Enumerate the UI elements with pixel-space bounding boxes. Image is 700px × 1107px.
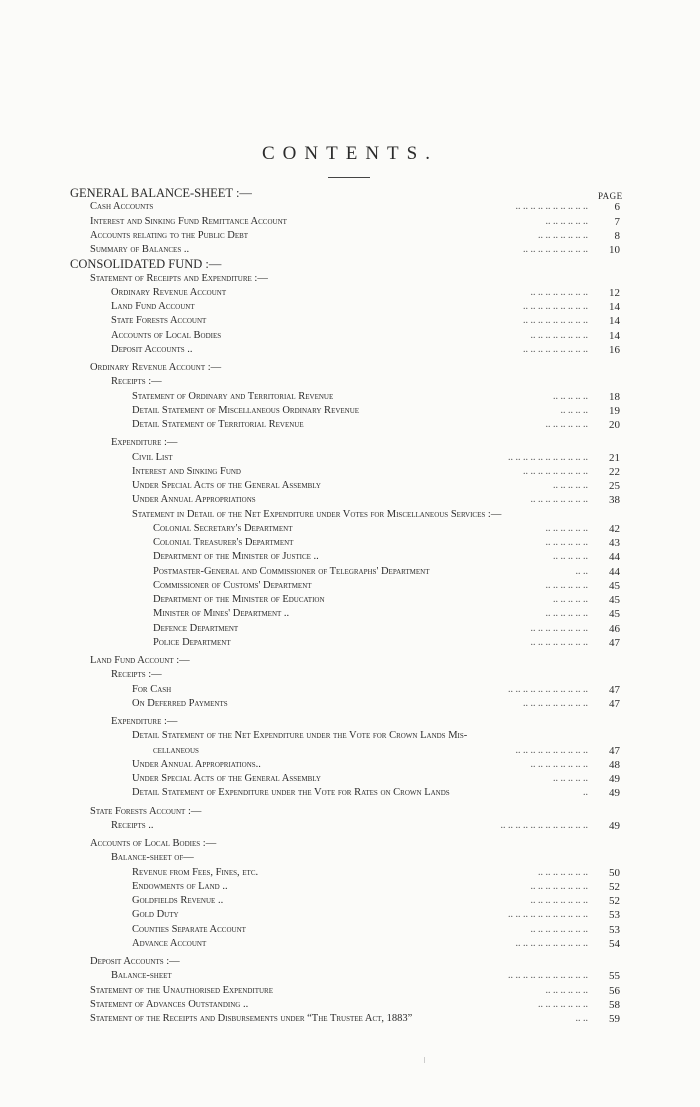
page-number: 53 bbox=[609, 909, 620, 922]
toc-entry-label: Department of the Minister of Justice .. bbox=[153, 551, 319, 563]
toc-entry-label: Department of the Minister of Education bbox=[153, 594, 325, 605]
page-number: 16 bbox=[609, 343, 620, 356]
toc-entry-label: Accounts of Local Bodies :— bbox=[90, 838, 217, 849]
toc-entry-label: Summary of Balances .. bbox=[90, 244, 190, 255]
table-of-contents bbox=[0, 186, 700, 1026]
page-number: 47 bbox=[609, 683, 620, 696]
toc-entry[interactable] bbox=[0, 536, 700, 550]
page-number: 14 bbox=[609, 315, 620, 328]
scan-mark bbox=[424, 1057, 425, 1063]
page-number: 10 bbox=[609, 244, 620, 256]
page-number: 48 bbox=[609, 758, 620, 771]
toc-entry[interactable] bbox=[0, 390, 700, 404]
page-title: CONTENTS. bbox=[262, 143, 438, 164]
leader-dots: .. .. .. .. .. bbox=[553, 551, 588, 563]
page-number: 19 bbox=[609, 404, 620, 417]
leader-dots: .. bbox=[583, 787, 588, 799]
toc-entry-label: Detail Statement of Territorial Revenue bbox=[132, 419, 304, 430]
toc-entry[interactable] bbox=[0, 215, 700, 229]
toc-entry-label: Under Annual Appropriations bbox=[132, 494, 256, 506]
leader-dots: .. .. .. .. .. .. bbox=[545, 215, 588, 227]
page-number: 58 bbox=[609, 998, 620, 1011]
toc-entry[interactable] bbox=[0, 880, 700, 894]
toc-entry[interactable] bbox=[0, 683, 700, 697]
toc-entry bbox=[0, 729, 700, 743]
leader-dots: .. .. .. .. .. .. bbox=[545, 984, 588, 996]
toc-entry-label: For Cash bbox=[132, 683, 172, 695]
toc-entry-label: CONSOLIDATED FUND :— bbox=[70, 257, 222, 272]
toc-entry[interactable] bbox=[0, 998, 700, 1012]
toc-entry-label: Postmaster-General and Commissioner of Telegraphs' Department bbox=[153, 565, 430, 577]
section-heading bbox=[0, 257, 700, 271]
section-heading bbox=[0, 186, 700, 200]
leader-dots: .. .. bbox=[575, 565, 588, 577]
toc-entry-label: Goldfields Revenue .. bbox=[132, 895, 224, 906]
toc-entry-label: Ordinary Revenue Account :— bbox=[90, 362, 222, 373]
page-number: 47 bbox=[609, 636, 620, 649]
leader-dots: .. .. .. .. .. .. bbox=[545, 522, 588, 534]
toc-entry-label: Statement in Detail of the Net Expenditure under Votes for Miscellaneous Services :— bbox=[132, 508, 502, 520]
toc-entry[interactable] bbox=[0, 329, 700, 343]
leader-dots: .. .. .. .. .. .. .. .. bbox=[530, 895, 588, 906]
toc-entry-label: Colonial Secretary's Department bbox=[153, 522, 293, 534]
toc-entry[interactable] bbox=[0, 937, 700, 951]
page-number: 49 bbox=[609, 773, 620, 785]
page-number: 43 bbox=[609, 537, 620, 549]
page-number: 56 bbox=[609, 984, 620, 997]
toc-entry[interactable] bbox=[0, 866, 700, 880]
leader-dots: .. .. .. .. .. .. .. .. .. .. .. .. bbox=[500, 819, 588, 831]
toc-entry-label: Land Fund Account bbox=[111, 301, 195, 312]
toc-entry-label: Detail Statement of Miscellaneous Ordinary Revenue bbox=[132, 404, 360, 416]
leader-dots: .. .. .. .. .. bbox=[553, 773, 588, 784]
toc-entry[interactable] bbox=[0, 984, 700, 998]
leader-dots: .. .. .. .. .. .. .. .. .. bbox=[523, 343, 588, 355]
toc-entry[interactable] bbox=[0, 404, 700, 418]
toc-entry[interactable] bbox=[0, 894, 700, 908]
toc-entry[interactable] bbox=[0, 819, 700, 833]
page-number: 7 bbox=[614, 215, 620, 228]
toc-entry[interactable] bbox=[0, 565, 700, 579]
toc-entry[interactable] bbox=[0, 1012, 700, 1026]
page-column-header: PAGE bbox=[598, 191, 623, 201]
leader-dots: .. .. .. .. .. .. .. .. bbox=[530, 880, 588, 892]
toc-entry-label: Colonial Treasurer's Department bbox=[153, 537, 294, 548]
toc-entry-label: Under Special Acts of the General Assembly bbox=[132, 480, 321, 491]
toc-entry-label: Detail Statement of Expenditure under the Vote for Rates on Crown Lands bbox=[132, 787, 450, 799]
page-number: 59 bbox=[609, 1013, 620, 1025]
toc-entry[interactable] bbox=[0, 343, 700, 357]
toc-entry-label: Statement of Advances Outstanding .. bbox=[90, 998, 249, 1010]
toc-entry bbox=[0, 805, 700, 819]
toc-entry[interactable] bbox=[0, 908, 700, 922]
toc-entry-label: Endowments of Land .. bbox=[132, 880, 228, 892]
toc-entry bbox=[0, 361, 700, 375]
toc-entry bbox=[0, 955, 700, 969]
page-number: 8 bbox=[614, 229, 620, 242]
toc-entry-label: Under Annual Appropriations.. bbox=[132, 758, 261, 770]
toc-entry[interactable] bbox=[0, 758, 700, 772]
toc-entry[interactable] bbox=[0, 493, 700, 507]
leader-dots: .. .. .. .. .. .. .. .. bbox=[530, 636, 588, 648]
toc-entry-label: Detail Statement of the Net Expenditure under the Vote for Crown Lands Mis- bbox=[132, 730, 468, 742]
toc-entry[interactable] bbox=[0, 200, 700, 214]
leader-dots: .. .. .. .. .. .. .. .. bbox=[530, 923, 588, 935]
page-number: 54 bbox=[609, 937, 620, 950]
toc-entry[interactable] bbox=[0, 286, 700, 300]
leader-dots: .. .. .. .. .. .. .. .. .. .. .. bbox=[508, 970, 588, 982]
leader-dots: .. .. .. .. .. .. .. bbox=[538, 998, 588, 1010]
toc-entry[interactable] bbox=[0, 229, 700, 243]
toc-entry-label: Statement of the Receipts and Disbursements under “The Trustee Act, 1883” bbox=[90, 1013, 413, 1024]
leader-dots: .. .. .. .. .. .. .. .. .. bbox=[523, 315, 588, 327]
toc-entry[interactable] bbox=[0, 636, 700, 650]
toc-entry-label: Advance Account bbox=[132, 937, 207, 949]
toc-entry bbox=[0, 436, 700, 450]
toc-entry-label: Receipts :— bbox=[111, 669, 162, 681]
toc-entry-label: Counties Separate Account bbox=[132, 923, 246, 935]
toc-entry bbox=[0, 837, 700, 851]
toc-entry-label: Accounts of Local Bodies bbox=[111, 329, 222, 341]
leader-dots: .. .. .. .. .. .. .. bbox=[538, 229, 588, 241]
toc-entry-label: Deposit Accounts :— bbox=[90, 956, 180, 967]
page-number: 38 bbox=[609, 494, 620, 507]
toc-entry[interactable] bbox=[0, 579, 700, 593]
toc-entry-label: Minister of Mines' Department .. bbox=[153, 608, 290, 620]
leader-dots: .. .. .. .. .. .. .. .. .. .. bbox=[515, 744, 588, 756]
toc-entry[interactable] bbox=[0, 479, 700, 493]
toc-entry[interactable] bbox=[0, 772, 700, 786]
toc-entry-label: On Deferred Payments bbox=[132, 697, 228, 709]
leader-dots: .. .. .. .. .. .. bbox=[545, 579, 588, 591]
leader-dots: .. .. .. .. .. .. .. .. bbox=[530, 494, 588, 506]
toc-entry-label: Interest and Sinking Fund bbox=[132, 465, 241, 477]
page-number: 55 bbox=[609, 970, 620, 983]
toc-entry-label: Land Fund Account :— bbox=[90, 655, 190, 666]
page-number: 52 bbox=[609, 880, 620, 893]
leader-dots: .. .. .. .. .. .. .. .. bbox=[530, 622, 588, 634]
toc-entry-label: Revenue from Fees, Fines, etc. bbox=[132, 866, 259, 878]
toc-entry[interactable] bbox=[0, 622, 700, 636]
leader-dots: .. .. .. .. bbox=[560, 404, 588, 416]
leader-dots: .. .. .. .. .. .. .. .. .. bbox=[523, 301, 588, 312]
toc-entry-label: Civil List bbox=[132, 451, 173, 463]
leader-dots: .. .. .. .. .. .. .. .. .. bbox=[523, 244, 588, 255]
leader-dots: .. .. .. .. .. .. .. bbox=[538, 866, 588, 878]
toc-entry-label: Police Department bbox=[153, 636, 231, 648]
toc-entry-label: Ordinary Revenue Account bbox=[111, 286, 227, 298]
leader-dots: .. .. bbox=[575, 1013, 588, 1024]
leader-dots: .. .. .. .. .. .. bbox=[545, 608, 588, 620]
leader-dots: .. .. .. .. .. .. bbox=[545, 537, 588, 548]
leader-dots: .. .. .. .. .. .. .. .. .. bbox=[523, 465, 588, 477]
page-number: 45 bbox=[609, 594, 620, 606]
toc-entry bbox=[0, 508, 700, 522]
page-number: 45 bbox=[609, 579, 620, 592]
toc-entry-label: Expenditure :— bbox=[111, 716, 178, 727]
leader-dots: .. .. .. .. .. bbox=[553, 594, 588, 605]
page-number: 47 bbox=[609, 697, 620, 710]
toc-entry-label: Gold Duty bbox=[132, 909, 179, 921]
page-number: 49 bbox=[609, 787, 620, 800]
toc-entry[interactable] bbox=[0, 593, 700, 607]
toc-entry-label: State Forests Account :— bbox=[90, 805, 202, 817]
toc-entry-label: Under Special Acts of the General Assembly bbox=[132, 773, 321, 784]
toc-entry-label: Balance-sheet of— bbox=[111, 852, 194, 864]
page-number: 25 bbox=[609, 480, 620, 492]
leader-dots: .. .. .. .. .. .. .. .. bbox=[530, 758, 588, 770]
leader-dots: .. .. .. .. .. .. .. .. .. .. bbox=[515, 201, 588, 213]
toc-entry-label: Defence Department bbox=[153, 622, 239, 634]
toc-entry[interactable] bbox=[0, 243, 700, 257]
leader-dots: .. .. .. .. .. .. .. .. bbox=[530, 286, 588, 298]
toc-entry bbox=[0, 668, 700, 682]
page-number: 44 bbox=[609, 551, 620, 564]
title-rule bbox=[328, 177, 370, 178]
toc-entry[interactable] bbox=[0, 465, 700, 479]
toc-entry bbox=[0, 375, 700, 389]
leader-dots: .. .. .. .. .. .. .. .. .. bbox=[523, 697, 588, 709]
toc-entry-label: Cash Accounts bbox=[90, 201, 154, 213]
toc-entry-label: Receipts :— bbox=[111, 376, 162, 388]
page-number: 14 bbox=[609, 301, 620, 313]
page-number: 6 bbox=[614, 201, 620, 214]
toc-entry[interactable] bbox=[0, 744, 700, 758]
page-number: 52 bbox=[609, 895, 620, 907]
toc-entry-label: Commissioner of Customs' Department bbox=[153, 579, 312, 591]
page-number: 50 bbox=[609, 866, 620, 879]
toc-entry-label: cellaneous bbox=[153, 744, 199, 756]
toc-entry-label: State Forests Account bbox=[111, 315, 207, 327]
toc-entry[interactable] bbox=[0, 300, 700, 314]
toc-entry-label: Interest and Sinking Fund Remittance Account bbox=[90, 215, 287, 227]
page-number: 53 bbox=[609, 923, 620, 936]
leader-dots: .. .. .. .. .. .. .. .. .. .. .. bbox=[508, 909, 588, 921]
leader-dots: .. .. .. .. .. bbox=[553, 480, 588, 491]
leader-dots: .. .. .. .. .. .. .. .. .. .. .. bbox=[508, 683, 588, 695]
toc-entry-label: Statement of the Unauthorised Expenditure bbox=[90, 984, 273, 996]
page-number: 21 bbox=[609, 451, 620, 464]
toc-entry[interactable] bbox=[0, 607, 700, 621]
toc-entry bbox=[0, 654, 700, 668]
toc-entry[interactable] bbox=[0, 923, 700, 937]
page-number: 47 bbox=[609, 744, 620, 757]
page-number: 12 bbox=[609, 286, 620, 299]
page-number: 46 bbox=[609, 622, 620, 635]
leader-dots: .. .. .. .. .. .. .. .. .. .. .. bbox=[508, 451, 588, 463]
toc-entry[interactable] bbox=[0, 969, 700, 983]
toc-entry-label: Expenditure :— bbox=[111, 437, 178, 449]
page-number: 22 bbox=[609, 465, 620, 478]
toc-entry[interactable] bbox=[0, 314, 700, 328]
page-number: 14 bbox=[609, 329, 620, 342]
toc-entry bbox=[0, 272, 700, 286]
toc-entry[interactable] bbox=[0, 550, 700, 564]
page-number: 45 bbox=[609, 608, 620, 621]
toc-entry-label: Deposit Accounts .. bbox=[111, 343, 193, 355]
toc-entry bbox=[0, 715, 700, 729]
leader-dots: .. .. .. .. .. bbox=[553, 390, 588, 402]
leader-dots: .. .. .. .. .. .. .. .. bbox=[530, 329, 588, 341]
leader-dots: .. .. .. .. .. .. bbox=[545, 419, 588, 430]
leader-dots: .. .. .. .. .. .. .. .. .. .. bbox=[515, 937, 588, 949]
page-number: 44 bbox=[609, 565, 620, 578]
toc-entry[interactable] bbox=[0, 418, 700, 432]
toc-entry[interactable] bbox=[0, 786, 700, 800]
toc-entry[interactable] bbox=[0, 697, 700, 711]
toc-entry-label: Receipts .. bbox=[111, 819, 154, 831]
toc-entry-label: Accounts relating to the Public Debt bbox=[90, 229, 249, 241]
page-number: 49 bbox=[609, 819, 620, 832]
toc-entry bbox=[0, 851, 700, 865]
page-number: 20 bbox=[609, 419, 620, 431]
toc-entry[interactable] bbox=[0, 522, 700, 536]
toc-entry-label: Balance-sheet bbox=[111, 970, 172, 982]
page-number: 42 bbox=[609, 522, 620, 535]
page-number: 18 bbox=[609, 390, 620, 403]
toc-entry-label: GENERAL BALANCE-SHEET :— bbox=[70, 186, 252, 200]
toc-entry[interactable] bbox=[0, 451, 700, 465]
toc-entry-label: Statement of Ordinary and Territorial Revenue bbox=[132, 390, 334, 402]
toc-entry-label: Statement of Receipts and Expenditure :— bbox=[90, 272, 268, 284]
